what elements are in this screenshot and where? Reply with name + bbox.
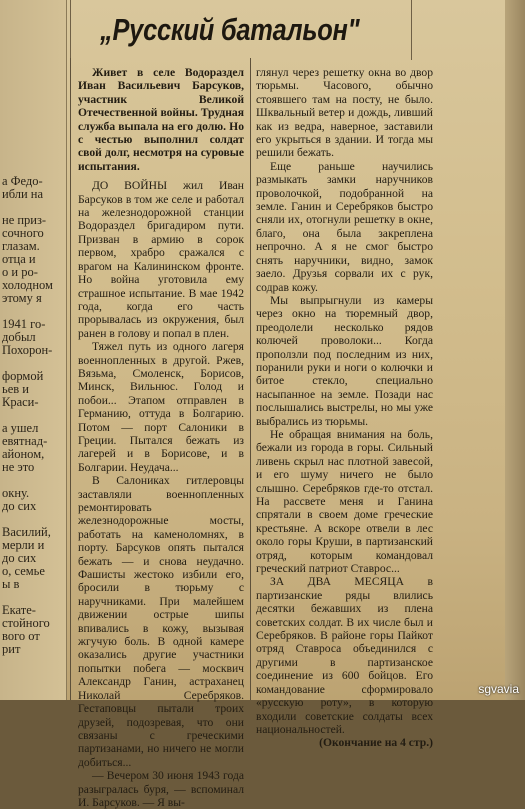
article-title: „Русский батальон" xyxy=(100,12,360,47)
article-column-2 xyxy=(256,66,433,750)
watermark-text: sgvavia xyxy=(478,682,519,696)
margin-fragment: Василий, xyxy=(2,525,51,539)
paragraph: ДО ВОЙНЫ жил Иван Барсуков в том же селе и работал на железнодорожной станции Водораздел бригадиром пути. Призван в армию в сорок первом, храбро сражался с врагом на Калининском фронте. Но война уготовила ему страшное испытание. В мае 1942 года, когда его часть прорывалась из окружения, был ранен в голову и попал в плен. xyxy=(78,179,244,340)
margin-fragment: 1941 го- xyxy=(2,317,46,331)
margin-fragment: не приз- xyxy=(2,213,47,227)
margin-fragment: ы в xyxy=(2,577,20,591)
margin-fragment: до сих xyxy=(2,551,37,565)
margin-fragment: о и ро- xyxy=(2,265,38,279)
margin-fragment: евятнад- xyxy=(2,434,48,448)
paragraph: глянул через решетку окна во двор тюрьмы. Часового, обычно стоявшего там на посту, не было. Шквальный ветер и дождь, ливший как из ведра, наверное, заставили его укрыться в здании. И тогда мы решили бежать. xyxy=(256,66,433,160)
margin-fragment: мерли и xyxy=(2,538,45,552)
paragraph: Тяжел путь из одного лагеря военнопленных в другой. Ржев, Вязьма, Смоленск, Борисов, Минск, Вильнюс. Голод и побои... Этапом отправлен в Германию, оттуда в Болгарию. Потом — порт Салоники в Греции. Пытался бежать из лагерей и в Борисове, и в Болгарии. Неудача... xyxy=(78,340,244,474)
margin-fragment: а ушел xyxy=(2,421,39,435)
margin-fragment: вого от xyxy=(2,629,40,643)
margin-fragment: Краси- xyxy=(2,395,39,409)
column-rule-middle xyxy=(250,58,251,700)
paragraph: Не обращая внимания на боль, бежали из города в горы. Сильный ливень скрыл нас плотной завесой, и его шуму ничего не было слышно. Серебряков где-то отстал. На рассвете меня и Ганина спрятали в своем доме греческие крестьяне. А вскоре отвели в лес около горы Круши, в партизанский отряд, которым командовал греческий патриот Ставрос... xyxy=(256,427,433,576)
column-rule-left xyxy=(70,58,71,700)
margin-fragment: стойного xyxy=(2,616,50,630)
article-column-1 xyxy=(78,66,244,809)
margin-fragment: сочного xyxy=(2,226,44,240)
margin-fragment: о, семье xyxy=(2,564,45,578)
margin-fragment: добыл xyxy=(2,330,36,344)
continuation-note: (Окончание на 4 стр.) xyxy=(319,736,433,750)
paragraph: ЗА ДВА МЕСЯЦА в партизанские ряды влились десятки бежавших из плена советских солдат. В их числе был и Серебряков. В районе горы Пайкот отряд Ставроса объединился с другими в партизанское соединение из 600 бойцов. Его командование сформировало «русскую роту», в которую входили советские солдаты всех национальностей. xyxy=(256,575,433,736)
margin-fragment: а Федо- xyxy=(2,174,43,188)
margin-fragment: формой xyxy=(2,369,44,383)
margin-fragment: ьев и xyxy=(2,382,29,396)
margin-fragment: до сих xyxy=(2,499,37,513)
margin-fragment: ибли на xyxy=(2,187,44,201)
margin-fragment: глазам. xyxy=(2,239,40,253)
margin-fragment: этому я xyxy=(2,291,42,305)
margin-fragment: айоном, xyxy=(2,447,45,461)
margin-fragment: отца и xyxy=(2,252,36,266)
margin-fragment: Екате- xyxy=(2,603,36,617)
paragraph: — Вечером 30 июня 1943 года разыгралась буря, — вспоминал И. Барсуков. — Я вы- xyxy=(78,769,244,809)
adjacent-column-text xyxy=(2,175,64,656)
margin-fragment: не это xyxy=(2,460,35,474)
margin-fragment: окну. xyxy=(2,486,30,500)
paragraph: Мы выпрыгнули из камеры через окно на тюремный двор, преодолели несколько рядов колючей проволоки... Когда проползли под последним из них, поранили руки и ноги о колючки и битое стекло, специально насыпанное на земле. Позади нас послышались выстрелы, но мы уже выбрались из тюрьмы. xyxy=(256,293,433,428)
margin-fragment: рит xyxy=(2,642,21,656)
article-lead: Живет в селе Водораздел Иван Васильевич Барсуков, участник Великой Отечественной войны. Трудная служба выпала на его долю. Но с честью выполнил солдат свой долг, несмотря на суровые испытания. xyxy=(78,66,244,173)
paragraph: Еще раньше научились размыкать замки наручников проволочкой, подобранной на земле. Ганин и Серебряков быстро сняли их, отогнули решетку в окне, благо, она была закреплена непрочно. А я не смог быстро снять наручники, видно, замок заело. Друзья сорвали их с рук, содрав кожу. xyxy=(256,159,433,294)
paragraph: В Салониках гитлеровцы заставляли военнопленных ремонтировать железнодорожные мосты, работать на каменоломнях, в порту. Барсуков опять пытался бежать — и снова неудачно. Фашисты жестоко избили его, бросили в тюрьму с наручниками. При малейшем движении острые шипы впивались в кожу, вызывая жгучую боль. В одной камере оказались другие участники попытки побега — москвич Александр Ганин, астраханец Николай Серебряков. Гестаповцы пытали троих друзей, подозревая, что они связаны с греческими партизанами, но ничего не могли добиться... xyxy=(78,474,244,769)
margin-fragment: Похорон- xyxy=(2,343,53,357)
margin-fragment: холодном xyxy=(2,278,53,292)
background-surface xyxy=(505,0,525,700)
